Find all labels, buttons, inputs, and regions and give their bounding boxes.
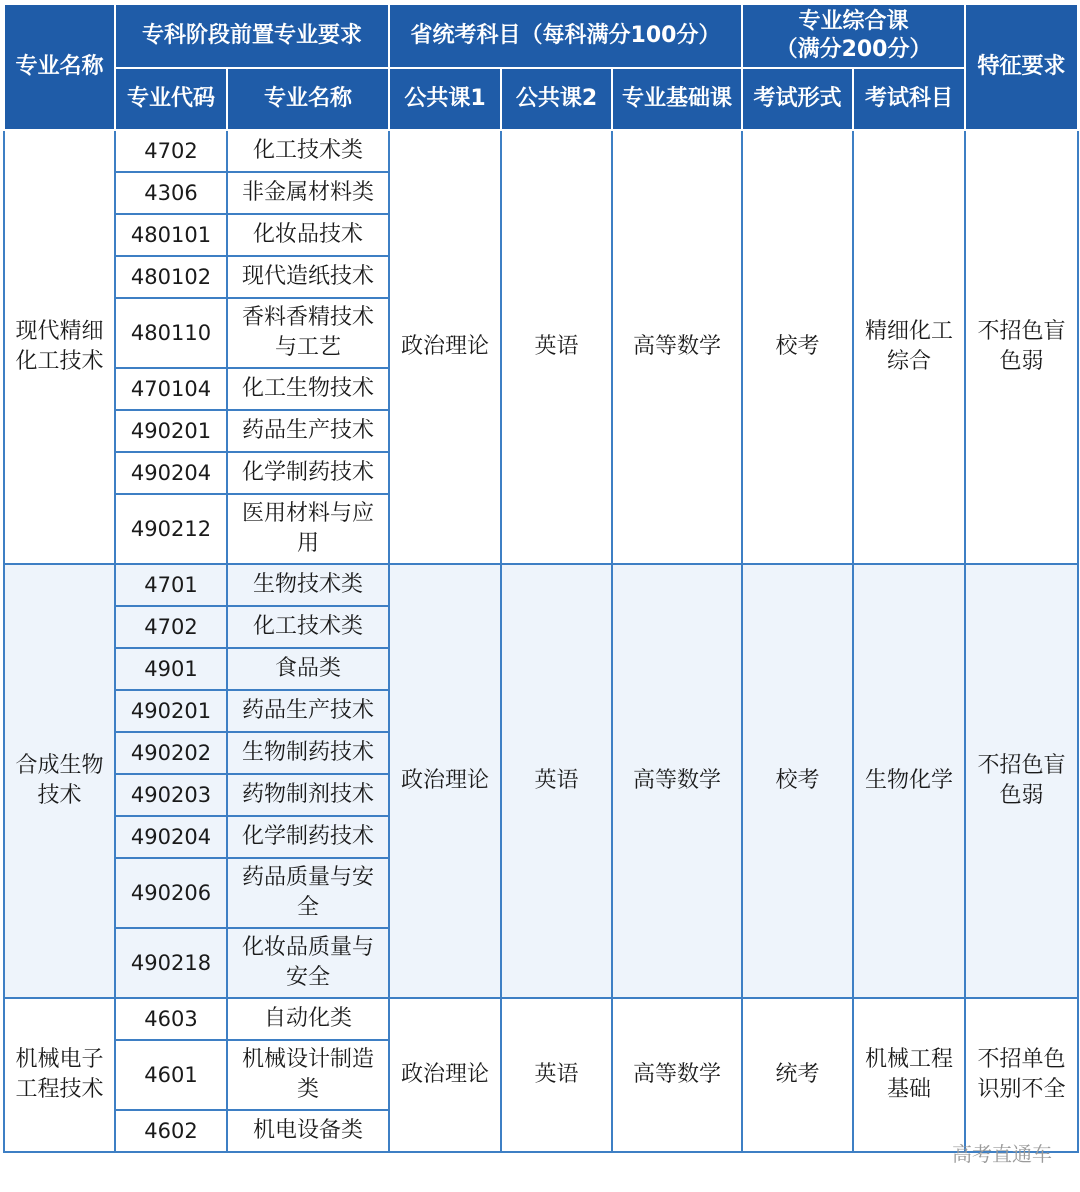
prereq-name-cell: 香料香精技术与工艺	[227, 298, 389, 368]
prereq-code-cell: 490204	[115, 816, 227, 858]
feature-req-cell: 不招单色识别不全	[965, 998, 1078, 1152]
header-public1: 公共课1	[389, 68, 501, 130]
watermark: 高考直通车	[952, 1142, 1052, 1166]
header-exam-subject: 考试科目	[853, 68, 965, 130]
basic-course-cell: 高等数学	[612, 998, 742, 1152]
prereq-code-cell: 490202	[115, 732, 227, 774]
prereq-code-cell: 4901	[115, 648, 227, 690]
exam-form-cell: 校考	[742, 130, 853, 564]
prereq-code-cell: 490201	[115, 690, 227, 732]
exam-subject-cell: 精细化工综合	[853, 130, 965, 564]
header-major-name: 专业名称	[4, 4, 115, 130]
header-feature-req: 特征要求	[965, 4, 1078, 130]
public2-cell: 英语	[501, 998, 612, 1152]
prereq-code-cell: 4601	[115, 1040, 227, 1110]
prereq-name-cell: 药品质量与安全	[227, 858, 389, 928]
header-prereq-group: 专科阶段前置专业要求	[115, 4, 389, 68]
prereq-name-cell: 药物制剂技术	[227, 774, 389, 816]
public1-cell: 政治理论	[389, 564, 501, 998]
admission-requirements-table	[3, 3, 1079, 1153]
exam-subject-cell: 机械工程基础	[853, 998, 965, 1152]
prereq-name-cell: 机电设备类	[227, 1110, 389, 1152]
prereq-name-cell: 自动化类	[227, 998, 389, 1040]
major-name-cell: 现代精细化工技术	[4, 130, 115, 564]
header-public2: 公共课2	[501, 68, 612, 130]
prereq-name-cell: 机械设计制造类	[227, 1040, 389, 1110]
prereq-code-cell: 490203	[115, 774, 227, 816]
basic-course-cell: 高等数学	[612, 564, 742, 998]
prereq-name-cell: 医用材料与应用	[227, 494, 389, 564]
prereq-code-cell: 480101	[115, 214, 227, 256]
prereq-code-cell: 470104	[115, 368, 227, 410]
exam-subject-cell: 生物化学	[853, 564, 965, 998]
prereq-name-cell: 化学制药技术	[227, 452, 389, 494]
prereq-name-cell: 化妆品技术	[227, 214, 389, 256]
prereq-name-cell: 化妆品质量与安全	[227, 928, 389, 998]
prereq-code-cell: 4603	[115, 998, 227, 1040]
table-row	[4, 564, 1078, 606]
prereq-name-cell: 药品生产技术	[227, 410, 389, 452]
basic-course-cell: 高等数学	[612, 130, 742, 564]
prereq-code-cell: 490206	[115, 858, 227, 928]
header-code: 专业代码	[115, 68, 227, 130]
feature-req-cell: 不招色盲色弱	[965, 564, 1078, 998]
prereq-code-cell: 480110	[115, 298, 227, 368]
table-row	[4, 998, 1078, 1040]
header-comprehensive-group: 专业综合课 （满分200分）	[742, 4, 965, 68]
prereq-name-cell: 化工生物技术	[227, 368, 389, 410]
prereq-code-cell: 490204	[115, 452, 227, 494]
public1-cell: 政治理论	[389, 998, 501, 1152]
prereq-name-cell: 化学制药技术	[227, 816, 389, 858]
prereq-code-cell: 4701	[115, 564, 227, 606]
header-provincial-group: 省统考科目（每科满分100分）	[389, 4, 742, 68]
prereq-name-cell: 食品类	[227, 648, 389, 690]
exam-form-cell: 统考	[742, 998, 853, 1152]
header-prereq-name: 专业名称	[227, 68, 389, 130]
feature-req-cell: 不招色盲色弱	[965, 130, 1078, 564]
prereq-code-cell: 490218	[115, 928, 227, 998]
table-row	[4, 130, 1078, 172]
prereq-code-cell: 490212	[115, 494, 227, 564]
public2-cell: 英语	[501, 130, 612, 564]
prereq-name-cell: 生物制药技术	[227, 732, 389, 774]
prereq-code-cell: 4702	[115, 130, 227, 172]
prereq-name-cell: 生物技术类	[227, 564, 389, 606]
prereq-name-cell: 化工技术类	[227, 606, 389, 648]
public1-cell: 政治理论	[389, 130, 501, 564]
header-basic: 专业基础课	[612, 68, 742, 130]
prereq-code-cell: 4702	[115, 606, 227, 648]
header-exam-form: 考试形式	[742, 68, 853, 130]
prereq-code-cell: 490201	[115, 410, 227, 452]
prereq-code-cell: 480102	[115, 256, 227, 298]
prereq-name-cell: 化工技术类	[227, 130, 389, 172]
exam-form-cell: 校考	[742, 564, 853, 998]
public2-cell: 英语	[501, 564, 612, 998]
prereq-name-cell: 药品生产技术	[227, 690, 389, 732]
prereq-code-cell: 4602	[115, 1110, 227, 1152]
prereq-name-cell: 现代造纸技术	[227, 256, 389, 298]
prereq-code-cell: 4306	[115, 172, 227, 214]
major-name-cell: 机械电子工程技术	[4, 998, 115, 1152]
prereq-name-cell: 非金属材料类	[227, 172, 389, 214]
major-name-cell: 合成生物技术	[4, 564, 115, 998]
